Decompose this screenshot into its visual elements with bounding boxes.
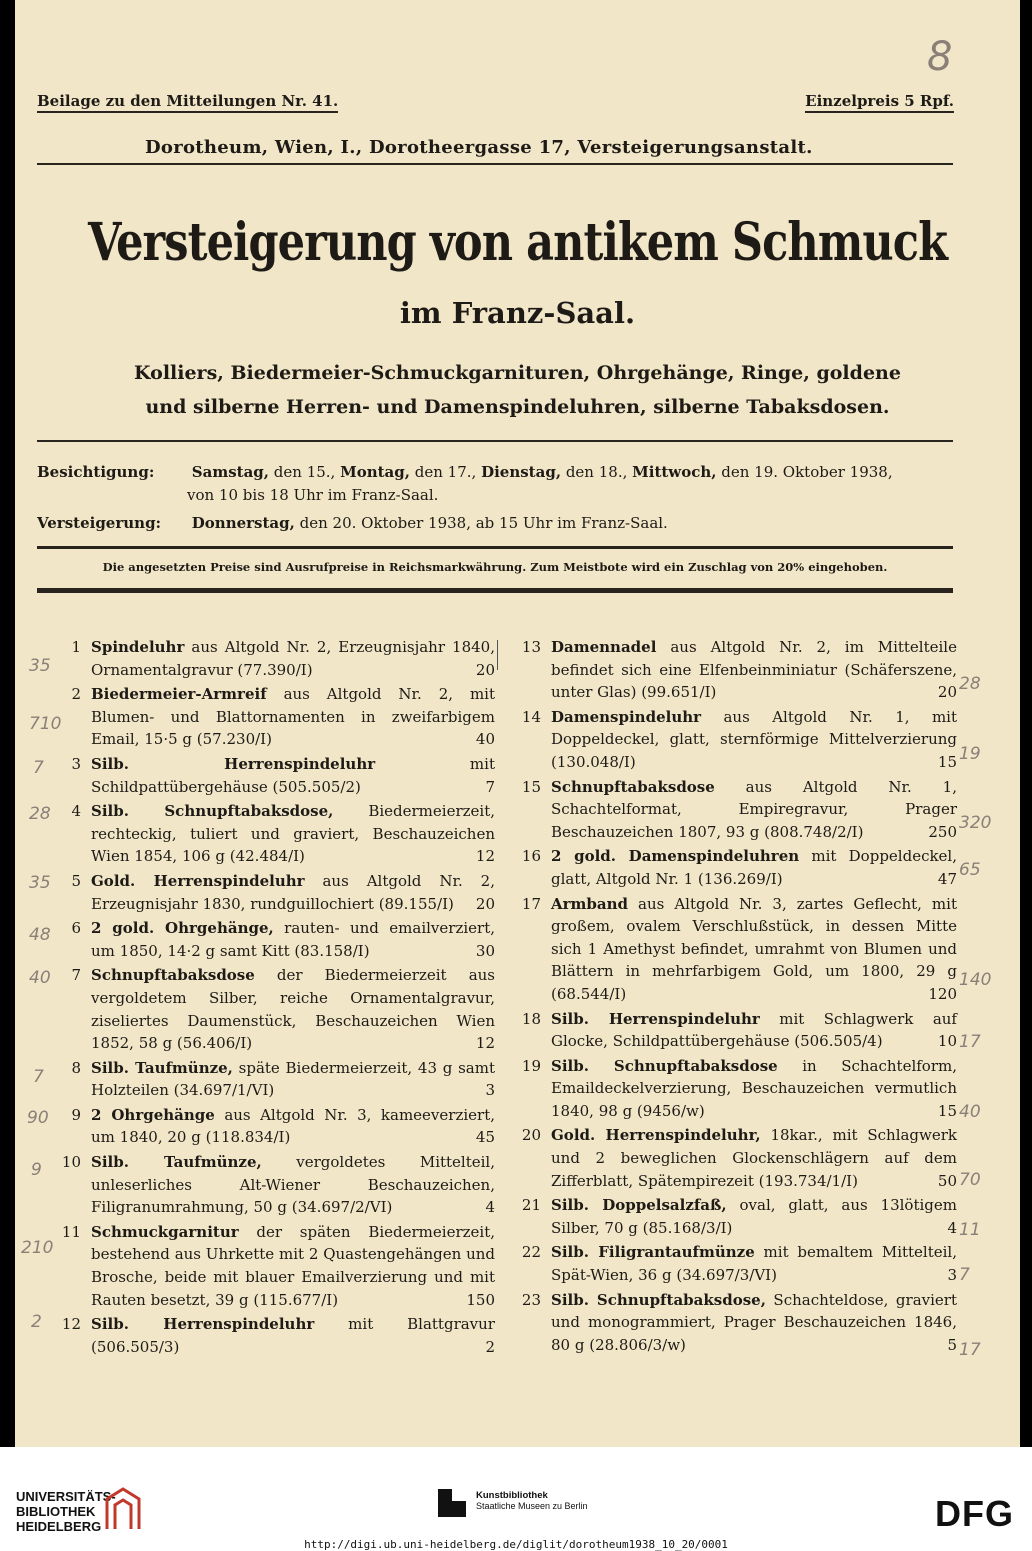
lot-name: Damennadel bbox=[551, 638, 657, 656]
lot-name: Schmuckgarnitur bbox=[91, 1222, 239, 1241]
lot-entry bbox=[55, 683, 495, 751]
margin-mark-lot-7: 40 bbox=[29, 968, 51, 988]
items-line-1: Kolliers, Biedermeier-Schmuckgarnituren, Ohrgehänge, Ringe, goldene bbox=[134, 362, 901, 384]
lot-name: 2 Ohrgehänge bbox=[91, 1105, 215, 1124]
margin-mark-lot-19: 40 bbox=[959, 1102, 981, 1122]
lot-entry bbox=[515, 636, 957, 704]
kunstbibliothek-logo-icon bbox=[438, 1489, 466, 1517]
lot-name: 2 gold. Damenspindeluhren bbox=[551, 847, 800, 866]
lot-entry bbox=[55, 636, 495, 681]
lot-number: 23 bbox=[521, 1290, 541, 1309]
lot-price: 40 bbox=[475, 730, 495, 749]
lot-entry bbox=[515, 706, 957, 774]
margin-mark-lot-6: 48 bbox=[29, 925, 51, 945]
lot-name: 2 gold. Ohrgehänge, bbox=[91, 919, 274, 938]
lot-price: 7 bbox=[485, 777, 495, 796]
margin-mark-lot-21: 11 bbox=[959, 1220, 981, 1240]
lots-right-column bbox=[515, 636, 957, 1358]
lot-entry bbox=[515, 1055, 957, 1123]
lot-entry bbox=[55, 1151, 495, 1219]
lot-number: 1 bbox=[71, 638, 81, 656]
note-rule-bottom bbox=[37, 588, 953, 593]
lot-price: 50 bbox=[937, 1171, 957, 1190]
lot-price: 250 bbox=[928, 822, 957, 841]
viewing-schedule bbox=[37, 463, 893, 481]
lot-details: aus Altgold Nr. 2, mit Blumen- und Blattornamenten in zweifarbigem Email, 15·5 g (57.230/I) bbox=[91, 685, 495, 749]
lot-details: der Biedermeierzeit aus vergoldetem Silber, reiche Ornamentalgravur, ziseliertes Daumenstück, Beschauzeichen Wien 1852, 58 g (56.406/I) bbox=[91, 966, 495, 1053]
dfg-logo: DFG bbox=[935, 1493, 1014, 1534]
lot-number: 10 bbox=[61, 1153, 81, 1172]
margin-mark-lot-2: 710 bbox=[29, 714, 62, 734]
lot-details: aus Altgold Nr. 2, im Mittelteile befindet sich eine Elfenbeinminiatur (Schäferszene, unter Glas) (99.651/I) bbox=[551, 638, 957, 702]
lot-number: 2 bbox=[71, 685, 81, 704]
lot-description bbox=[551, 1008, 957, 1053]
items-line-2: und silberne Herren- und Damenspindeluhren, silberne Tabaksdosen. bbox=[145, 396, 890, 418]
viewing-day-1: Samstag, bbox=[191, 463, 270, 481]
lot-price: 30 bbox=[475, 941, 495, 960]
lot-number: 8 bbox=[71, 1058, 81, 1077]
source-url[interactable]: http://digi.ub.uni-heidelberg.de/diglit/dorotheum1938_10_20/0001 bbox=[304, 1538, 728, 1551]
lot-details: vergoldetes Mittelteil, unleserliches Alt-Wiener Beschauzeichen, Filigranumrahmung, 50 g (34.697/2/VI) bbox=[91, 1153, 495, 1217]
lot-number: 18 bbox=[521, 1009, 541, 1028]
lot-price: 15 bbox=[937, 1101, 957, 1120]
lot-description bbox=[91, 1057, 495, 1102]
lot-name: Silb. Taufmünze, bbox=[91, 1058, 233, 1077]
page-title: Versteigerung von antikem Schmuck bbox=[87, 212, 947, 273]
lot-details: mit Blattgravur (506.505/3) bbox=[91, 1315, 495, 1356]
lot-description bbox=[91, 1104, 495, 1149]
margin-mark-lot-11: 210 bbox=[21, 1238, 54, 1258]
price-note: Die angesetzten Preise sind Ausrufpreise in Reichsmarkwährung. Zum Meistbote wird ein Zuschlag von 20% eingehoben. bbox=[102, 560, 888, 574]
lot-description bbox=[551, 1241, 957, 1286]
lot-number: 14 bbox=[521, 707, 541, 726]
lot-number: 4 bbox=[71, 802, 81, 821]
lot-name: Silb. Taufmünze, bbox=[91, 1153, 262, 1172]
schedule-rule-top bbox=[37, 440, 953, 442]
lot-entry bbox=[55, 917, 495, 962]
lot-details: aus Altgold Nr. 2, Erzeugnisjahr 1830, rundguillochiert (89.155/I) bbox=[91, 871, 495, 913]
header-rule bbox=[37, 163, 953, 165]
lot-name: Silb. Schnupftabaksdose bbox=[551, 1056, 778, 1075]
margin-mark-lot-22: 7 bbox=[959, 1265, 970, 1285]
margin-mark-lot-1: 35 bbox=[29, 656, 51, 676]
auction-schedule bbox=[37, 514, 668, 532]
viewing-day-2: Montag, bbox=[340, 463, 410, 481]
lot-number: 22 bbox=[521, 1243, 541, 1262]
lot-name: Biedermeier-Armreif bbox=[91, 685, 267, 704]
lot-price: 20 bbox=[937, 683, 957, 702]
margin-mark-lot-12: 2 bbox=[31, 1312, 42, 1332]
viewing-date-2: den 17., bbox=[414, 463, 477, 481]
lot-price: 2 bbox=[485, 1337, 495, 1356]
lot-details: mit Schlagwerk auf Glocke, Schildpattübergehäuse (506.505/4) bbox=[551, 1009, 957, 1051]
uhd-line-3: HEIDELBERG bbox=[16, 1519, 102, 1534]
lot-details: Schachteldose, graviert und monogrammiert, Prager Beschauzeichen 1846, 80 g (28.806/3/w) bbox=[551, 1290, 957, 1354]
lot-number: 13 bbox=[521, 638, 541, 656]
lot-number: 3 bbox=[71, 754, 81, 773]
lot-entry bbox=[55, 1057, 495, 1102]
lot-description bbox=[551, 706, 957, 774]
kb-line-2: Staatliche Museen zu Berlin bbox=[476, 1501, 588, 1511]
lot-entry bbox=[515, 845, 957, 890]
lot-description bbox=[91, 800, 495, 868]
margin-mark-lot-5: 35 bbox=[29, 873, 51, 893]
lot-details: oval, glatt, aus 13lötigem Silber, 70 g (85.168/3/I) bbox=[551, 1196, 957, 1237]
lot-number: 15 bbox=[521, 777, 541, 796]
margin-mark-lot-14: 19 bbox=[959, 744, 981, 764]
note-rule-top bbox=[37, 546, 953, 549]
document-page bbox=[15, 0, 1020, 1447]
handwritten-corner-mark: 8 bbox=[927, 34, 953, 80]
column-divider bbox=[497, 640, 498, 670]
uhd-line-2: BIBLIOTHEK bbox=[16, 1504, 96, 1519]
lot-entry bbox=[515, 893, 957, 1006]
viewing-hours: von 10 bis 18 Uhr im Franz-Saal. bbox=[187, 486, 439, 504]
uhd-line-1: UNIVERSITÄTS- bbox=[16, 1489, 116, 1504]
viewing-day-4: Mittwoch, bbox=[632, 463, 717, 481]
lot-description bbox=[551, 1124, 957, 1192]
margin-mark-lot-10: 9 bbox=[31, 1160, 42, 1180]
lots-left-column bbox=[55, 636, 495, 1360]
lot-details: späte Biedermeierzeit, 43 g samt Holzteilen (34.697/1/VI) bbox=[91, 1058, 495, 1100]
viewing-date-4: den 19. Oktober 1938, bbox=[721, 463, 893, 481]
lot-description bbox=[91, 683, 495, 751]
lot-entry bbox=[515, 1008, 957, 1053]
lot-name: Silb. Schnupftabaksdose, bbox=[551, 1290, 766, 1309]
lot-price: 3 bbox=[485, 1081, 495, 1100]
lot-price: 5 bbox=[947, 1335, 957, 1354]
kb-line-1: Kunstbibliothek bbox=[476, 1490, 548, 1501]
lot-details: in Schachtelform, Emaildeckelverzierung, Beschauzeichen vermutlich 1840, 98 g (9456/w) bbox=[551, 1056, 957, 1120]
margin-mark-lot-23: 17 bbox=[959, 1340, 981, 1360]
auction-date: den 20. Oktober 1938, ab 15 Uhr im Franz-Saal. bbox=[299, 514, 668, 532]
lot-details: rauten- und emailverziert, um 1850, 14·2 g samt Kitt (83.158/I) bbox=[91, 919, 495, 960]
lot-details: aus Altgold Nr. 1, mit Doppeldeckel, glatt, sternförmige Mittelverzierung (130.048/I) bbox=[551, 707, 957, 771]
lot-description bbox=[551, 1194, 957, 1239]
lot-name: Silb. Herrenspindeluhr bbox=[91, 754, 376, 773]
margin-mark-lot-9: 90 bbox=[27, 1108, 49, 1128]
lot-price: 45 bbox=[475, 1128, 495, 1147]
lot-price: 20 bbox=[475, 660, 495, 679]
lot-name: Schnupftabaksdose bbox=[551, 777, 715, 796]
lot-entry bbox=[55, 964, 495, 1054]
lot-details: Biedermeierzeit, rechteckig, tuliert und graviert, Beschauzeichen Wien 1854, 106 g (42.484/I) bbox=[91, 802, 495, 866]
lot-price: 12 bbox=[475, 847, 495, 866]
auction-label: Versteigerung: bbox=[37, 514, 162, 532]
lot-description bbox=[91, 1221, 495, 1311]
lot-description bbox=[551, 1289, 957, 1357]
lot-price: 4 bbox=[947, 1218, 957, 1237]
lot-number: 17 bbox=[521, 894, 541, 913]
lot-description bbox=[91, 1313, 495, 1358]
lot-price: 120 bbox=[928, 984, 957, 1003]
lot-number: 12 bbox=[61, 1315, 81, 1334]
lot-details: der späten Biedermeierzeit, bestehend aus Uhrkette mit 2 Quastengehängen und Brosche, beide mit blauer Emailverzierung und mit Rauten besetzt, 39 g (115.677/I) bbox=[91, 1222, 495, 1309]
lot-description bbox=[91, 1151, 495, 1219]
lot-name: Gold. Herrenspindeluhr bbox=[91, 871, 305, 890]
lot-price: 150 bbox=[466, 1290, 495, 1309]
lot-name: Silb. Herrenspindeluhr bbox=[551, 1009, 760, 1028]
lot-price: 12 bbox=[475, 1034, 495, 1053]
lot-details: aus Altgold Nr. 3, kameeverziert, um 1840, 20 g (118.834/I) bbox=[91, 1105, 495, 1147]
lot-description bbox=[91, 753, 495, 798]
viewing-label: Besichtigung: bbox=[37, 463, 155, 481]
margin-mark-lot-20: 70 bbox=[959, 1170, 981, 1190]
lot-name: Silb. Doppelsalzfaß, bbox=[551, 1196, 727, 1215]
kunstbibliothek-logo-text bbox=[476, 1490, 588, 1512]
lot-price: 4 bbox=[485, 1198, 495, 1217]
lot-details: mit Doppeldeckel, glatt, Altgold Nr. 1 (136.269/I) bbox=[551, 847, 958, 888]
lot-number: 9 bbox=[71, 1105, 81, 1124]
lot-name: Silb. Schnupftabaksdose, bbox=[91, 802, 334, 821]
margin-mark-lot-13: 28 bbox=[959, 674, 981, 694]
lot-description bbox=[91, 636, 495, 681]
lot-details: aus Altgold Nr. 1, Schachtelformat, Empiregravur, Prager Beschauzeichen 1807, 93 g (808.748/2/I) bbox=[551, 777, 957, 841]
lot-entry bbox=[515, 1241, 957, 1286]
margin-mark-lot-3: 7 bbox=[33, 758, 44, 778]
margin-mark-lot-18: 17 bbox=[959, 1032, 981, 1052]
lot-number: 11 bbox=[61, 1222, 81, 1241]
lot-name: Silb. Filigrantaufmünze bbox=[551, 1243, 755, 1262]
lot-entry bbox=[55, 870, 495, 915]
lot-entry bbox=[55, 753, 495, 798]
margin-mark-lot-17: 140 bbox=[959, 970, 992, 990]
lot-description bbox=[551, 636, 957, 704]
lot-entry bbox=[55, 800, 495, 868]
lot-number: 21 bbox=[521, 1196, 541, 1215]
auction-day: Donnerstag, bbox=[191, 514, 295, 532]
lot-description bbox=[551, 1055, 957, 1123]
lot-price: 3 bbox=[947, 1266, 957, 1285]
lot-name: Spindeluhr bbox=[91, 638, 185, 656]
page-subtitle: im Franz-Saal. bbox=[399, 296, 636, 330]
lot-details: aus Altgold Nr. 3, zartes Geflecht, mit großem, ovalem Verschlußstück, in dessen Mitte sich 1 Amethyst befindet, umrahmt von Blumen und Blättern in mehrfarbigem Gold, um 1800, 29 g (68.544/I) bbox=[551, 894, 957, 1003]
single-price-label: Einzelpreis 5 Rpf. bbox=[805, 92, 954, 113]
margin-mark-lot-15: 320 bbox=[959, 813, 992, 833]
lot-name: Schnupftabaksdose bbox=[91, 966, 255, 985]
lot-description bbox=[91, 917, 495, 962]
lot-number: 6 bbox=[71, 919, 81, 938]
margin-mark-lot-4: 28 bbox=[29, 804, 51, 824]
lot-description bbox=[551, 893, 957, 1006]
viewing-day-3: Dienstag, bbox=[481, 463, 562, 481]
heidelberg-library-logo-text bbox=[16, 1489, 116, 1534]
lot-price: 20 bbox=[475, 894, 495, 913]
institution-line: Dorotheum, Wien, I., Dorotheergasse 17, Versteigerungsanstalt. bbox=[145, 137, 813, 158]
lot-number: 7 bbox=[71, 966, 81, 985]
lot-entry bbox=[55, 1221, 495, 1311]
lot-price: 47 bbox=[937, 869, 957, 888]
margin-mark-lot-16: 65 bbox=[959, 860, 981, 880]
lot-description bbox=[91, 964, 495, 1054]
footer-bar bbox=[0, 1447, 1032, 1551]
lot-name: Silb. Herrenspindeluhr bbox=[91, 1315, 315, 1334]
lot-details: mit Schildpattübergehäuse (505.505/2) bbox=[91, 754, 495, 796]
lot-name: Armband bbox=[551, 894, 629, 913]
lot-details: mit bemaltem Mittelteil, Spät-Wien, 36 g (34.697/3/VI) bbox=[551, 1243, 957, 1285]
lot-number: 5 bbox=[71, 871, 81, 890]
lot-description bbox=[91, 870, 495, 915]
lot-name: Damenspindeluhr bbox=[551, 707, 702, 726]
lot-description bbox=[551, 776, 957, 844]
lot-entry bbox=[515, 1124, 957, 1192]
margin-mark-lot-8: 7 bbox=[33, 1067, 44, 1087]
lot-entry bbox=[55, 1313, 495, 1358]
lot-details: 18kar., mit Schlagwerk und 2 beweglichen Glockenschlägern auf dem Zifferblatt, Spätempirezeit (193.734/1/I) bbox=[551, 1126, 958, 1190]
supplement-label: Beilage zu den Mitteilungen Nr. 41. bbox=[37, 92, 338, 113]
lot-number: 20 bbox=[521, 1126, 541, 1145]
lot-number: 16 bbox=[521, 847, 541, 866]
lot-price: 15 bbox=[937, 752, 957, 771]
lot-price: 10 bbox=[937, 1032, 957, 1051]
header-row bbox=[37, 92, 954, 116]
lot-number: 19 bbox=[521, 1056, 541, 1075]
lot-name: Gold. Herrenspindeluhr, bbox=[551, 1126, 761, 1145]
lot-entry bbox=[515, 1289, 957, 1357]
viewing-date-3: den 18., bbox=[565, 463, 628, 481]
viewing-date-1: den 15., bbox=[273, 463, 336, 481]
lot-entry bbox=[55, 1104, 495, 1149]
lot-entry bbox=[515, 1194, 957, 1239]
heidelberg-library-logo-icon bbox=[103, 1485, 143, 1531]
lot-entry bbox=[515, 776, 957, 844]
lot-description bbox=[551, 845, 957, 890]
lot-details: aus Altgold Nr. 2, Erzeugnisjahr 1840, Ornamentalgravur (77.390/I) bbox=[91, 638, 495, 679]
